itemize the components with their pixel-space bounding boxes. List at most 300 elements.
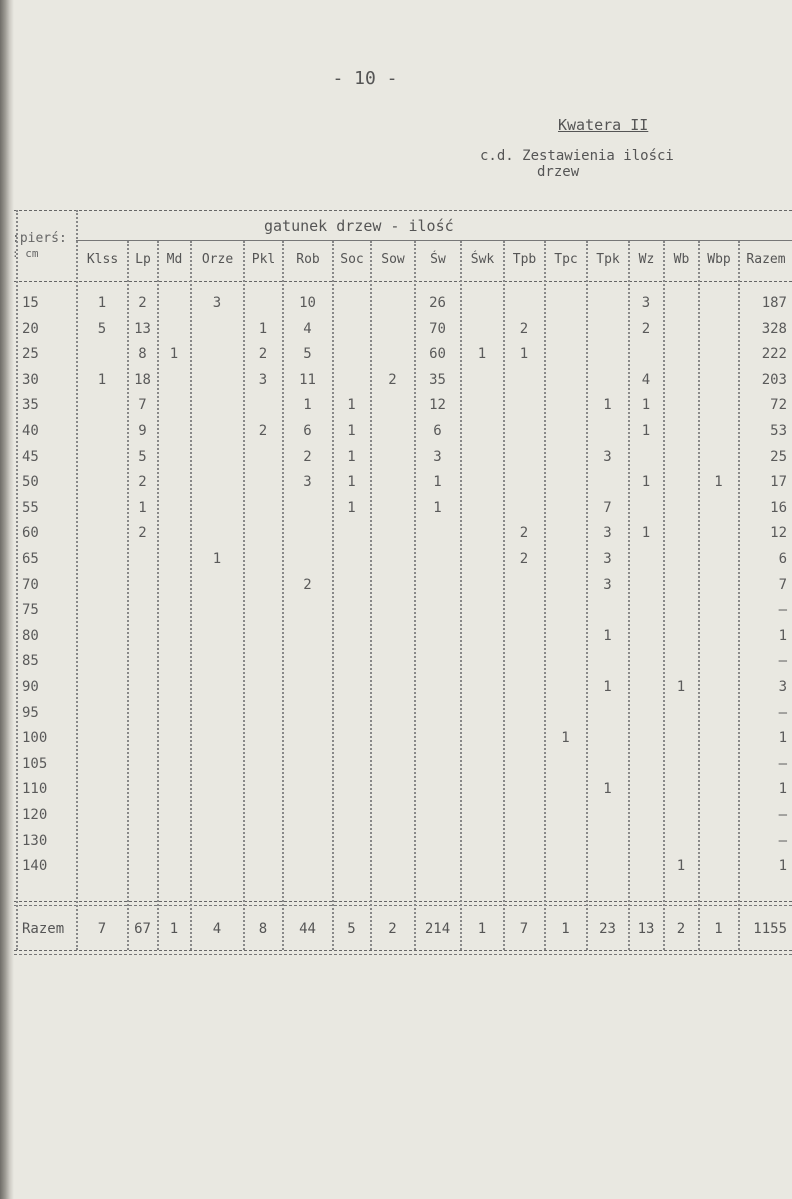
count-cell-sow — [373, 419, 412, 443]
count-cell-pkl — [246, 624, 280, 648]
count-cell-soc — [335, 701, 368, 725]
diameter-cell: 75 — [22, 602, 39, 618]
count-cell-md — [160, 829, 188, 853]
count-cell-lp: 1 — [138, 500, 147, 516]
count-cell-tpb — [506, 829, 542, 853]
count-cell-tpc — [547, 752, 584, 776]
count-cell-tpc — [547, 393, 584, 417]
count-cell-św — [417, 829, 458, 853]
count-cell-klss: 5 — [97, 321, 107, 337]
count-cell-klss — [79, 470, 125, 494]
count-cell-śwk: 1 — [477, 346, 487, 362]
diameter-cell: 120 — [22, 807, 48, 823]
total-cell-lp: 67 — [134, 921, 151, 937]
count-cell-tpb — [506, 675, 542, 699]
count-cell-orze — [193, 573, 241, 597]
count-cell-razem: – — [778, 807, 787, 823]
count-cell-klss — [79, 803, 125, 827]
table-row — [14, 649, 792, 673]
count-cell-orze — [193, 496, 241, 520]
count-cell-tpk — [589, 317, 626, 341]
count-cell-lp — [130, 649, 155, 673]
count-cell-tpc — [547, 777, 584, 801]
count-cell-pkl — [246, 726, 280, 750]
count-cell-tpc — [547, 829, 584, 853]
total-cell-klss: 7 — [97, 921, 107, 937]
count-cell-sow — [373, 649, 412, 673]
count-cell-wbp — [701, 368, 736, 392]
count-cell-rob: 10 — [299, 295, 316, 311]
count-cell-wb: 1 — [676, 858, 686, 874]
table-row — [14, 854, 792, 878]
count-cell-tpk — [589, 752, 626, 776]
count-cell-orze — [193, 445, 241, 469]
count-cell-tpb: 2 — [519, 551, 529, 567]
count-cell-św: 6 — [433, 423, 442, 439]
count-cell-wz — [631, 803, 661, 827]
count-cell-pkl — [246, 470, 280, 494]
count-cell-pkl — [246, 496, 280, 520]
tree-count-table — [14, 205, 792, 975]
page-binding-shadow — [0, 0, 14, 1199]
count-cell-md — [160, 649, 188, 673]
count-cell-wbp — [701, 547, 736, 571]
count-cell-pkl — [246, 675, 280, 699]
count-cell-sow — [373, 547, 412, 571]
total-cell-rob: 44 — [299, 921, 316, 937]
count-cell-tpb — [506, 470, 542, 494]
count-cell-śwk — [463, 624, 501, 648]
count-cell-razem: 25 — [770, 449, 787, 465]
table-row — [14, 547, 792, 571]
count-cell-soc — [335, 777, 368, 801]
diameter-cell: 70 — [22, 577, 39, 593]
total-cell-razem: 1155 — [753, 921, 787, 937]
count-cell-wz: 4 — [641, 372, 651, 388]
count-cell-sow — [373, 701, 412, 725]
total-cell-soc: 5 — [347, 921, 356, 937]
count-cell-orze — [193, 342, 241, 366]
count-cell-pkl — [246, 701, 280, 725]
count-cell-soc: 1 — [347, 397, 356, 413]
count-cell-md — [160, 624, 188, 648]
count-cell-tpb — [506, 649, 542, 673]
count-cell-orze — [193, 419, 241, 443]
count-cell-sow — [373, 829, 412, 853]
count-cell-orze — [193, 368, 241, 392]
count-cell-pkl — [246, 445, 280, 469]
count-cell-św — [417, 649, 458, 673]
count-cell-wz — [631, 777, 661, 801]
count-cell-wbp — [701, 752, 736, 776]
count-cell-razem: 72 — [770, 397, 787, 413]
count-cell-św — [417, 624, 458, 648]
diameter-header-unit: : cm — [12, 247, 39, 260]
count-cell-tpb — [506, 624, 542, 648]
count-cell-rob — [285, 649, 330, 673]
count-cell-pkl — [246, 854, 280, 878]
count-cell-pkl — [246, 291, 280, 315]
table-row — [14, 393, 792, 417]
table-row — [14, 470, 792, 494]
count-cell-św — [417, 598, 458, 622]
diameter-cell: 15 — [22, 295, 39, 311]
count-cell-tpk — [589, 701, 626, 725]
count-cell-tpk — [589, 829, 626, 853]
count-cell-tpc — [547, 317, 584, 341]
count-cell-orze — [193, 726, 241, 750]
count-cell-pkl — [246, 393, 280, 417]
count-cell-wbp — [701, 573, 736, 597]
count-cell-orze — [193, 649, 241, 673]
count-cell-wb — [666, 649, 696, 673]
count-cell-tpk: 3 — [603, 551, 612, 567]
table-row — [14, 317, 792, 341]
count-cell-klss: 1 — [97, 372, 107, 388]
count-cell-św: 35 — [429, 372, 446, 388]
count-cell-sow — [373, 317, 412, 341]
count-cell-tpk — [589, 368, 626, 392]
count-cell-klss — [79, 854, 125, 878]
count-cell-lp — [130, 726, 155, 750]
count-cell-wz — [631, 854, 661, 878]
count-cell-rob — [285, 598, 330, 622]
diameter-cell: 45 — [22, 449, 39, 465]
count-cell-sow — [373, 342, 412, 366]
count-cell-wbp — [701, 521, 736, 545]
count-cell-razem: – — [778, 705, 787, 721]
count-cell-lp — [130, 752, 155, 776]
count-cell-tpc — [547, 598, 584, 622]
count-cell-klss — [79, 521, 125, 545]
count-cell-wz: 3 — [641, 295, 651, 311]
count-cell-śwk — [463, 829, 501, 853]
count-cell-tpk: 1 — [603, 397, 612, 413]
count-cell-sow — [373, 624, 412, 648]
count-cell-lp: 7 — [138, 397, 147, 413]
count-cell-sow — [373, 393, 412, 417]
count-cell-wz — [631, 496, 661, 520]
count-cell-soc — [335, 317, 368, 341]
count-cell-śwk — [463, 521, 501, 545]
count-cell-razem: – — [778, 653, 787, 669]
count-cell-wz — [631, 445, 661, 469]
count-cell-tpb: 2 — [519, 321, 529, 337]
table-row — [14, 445, 792, 469]
diameter-cell: 20 — [22, 321, 39, 337]
count-cell-rob — [285, 675, 330, 699]
table-row — [14, 675, 792, 699]
count-cell-wz: 1 — [641, 397, 651, 413]
count-cell-orze — [193, 854, 241, 878]
count-cell-tpc — [547, 368, 584, 392]
count-cell-tpc — [547, 803, 584, 827]
count-cell-lp — [130, 777, 155, 801]
count-cell-md — [160, 547, 188, 571]
count-cell-sow — [373, 854, 412, 878]
column-header-wz: Wz — [638, 252, 655, 267]
section-title: Kwatera II — [558, 116, 649, 134]
count-cell-klss — [79, 342, 125, 366]
count-cell-wb — [666, 470, 696, 494]
body-bottom-rule-2 — [14, 905, 792, 906]
table-top-rule — [14, 210, 792, 211]
count-cell-tpb: 2 — [519, 525, 529, 541]
count-cell-klss — [79, 573, 125, 597]
count-cell-soc — [335, 598, 368, 622]
count-cell-wz — [631, 573, 661, 597]
column-header-razem: Razem — [746, 252, 786, 267]
count-cell-śwk — [463, 291, 501, 315]
count-cell-śwk — [463, 649, 501, 673]
count-cell-lp — [130, 854, 155, 878]
diameter-cell: 30 — [22, 372, 39, 388]
count-cell-wb — [666, 291, 696, 315]
count-cell-tpc — [547, 547, 584, 571]
count-cell-tpk: 3 — [603, 525, 612, 541]
count-cell-tpk — [589, 726, 626, 750]
diameter-cell: 40 — [22, 423, 39, 439]
diameter-cell: 80 — [22, 628, 39, 644]
count-cell-orze: 1 — [212, 551, 222, 567]
count-cell-orze — [193, 317, 241, 341]
count-cell-wb: 1 — [676, 679, 686, 695]
count-cell-wb — [666, 701, 696, 725]
count-cell-razem: 1 — [778, 858, 787, 874]
page-number: - 10 - — [332, 68, 398, 89]
count-cell-tpb — [506, 598, 542, 622]
count-cell-lp — [130, 701, 155, 725]
count-cell-orze — [193, 803, 241, 827]
diameter-cell: 105 — [22, 756, 48, 772]
count-cell-sow — [373, 521, 412, 545]
count-cell-wz — [631, 598, 661, 622]
count-cell-wb — [666, 573, 696, 597]
column-header-klss: Klss — [86, 252, 119, 267]
count-cell-razem: – — [778, 602, 787, 618]
table-row — [14, 291, 792, 315]
count-cell-sow: 2 — [388, 372, 397, 388]
document-subtitle — [480, 148, 740, 180]
count-cell-soc: 1 — [347, 423, 356, 439]
count-cell-tpk — [589, 470, 626, 494]
count-cell-orze — [193, 470, 241, 494]
count-cell-razem: 7 — [778, 577, 787, 593]
table-row — [14, 598, 792, 622]
count-cell-lp: 2 — [138, 474, 147, 490]
count-cell-soc — [335, 521, 368, 545]
count-cell-rob: 3 — [303, 474, 312, 490]
column-header-wbp: Wbp — [707, 252, 731, 267]
column-header-rob: Rob — [296, 252, 320, 267]
count-cell-rob: 1 — [303, 397, 312, 413]
count-cell-tpb — [506, 701, 542, 725]
count-cell-wb — [666, 803, 696, 827]
count-cell-tpb — [506, 445, 542, 469]
count-cell-klss — [79, 624, 125, 648]
count-cell-klss — [79, 701, 125, 725]
count-cell-tpc: 1 — [561, 730, 570, 746]
count-cell-razem: 203 — [761, 372, 787, 388]
count-cell-soc: 1 — [347, 500, 356, 516]
table-row — [14, 573, 792, 597]
count-cell-tpk: 1 — [603, 628, 612, 644]
count-cell-tpb: 1 — [519, 346, 529, 362]
count-cell-rob: 4 — [303, 321, 312, 337]
count-cell-tpc — [547, 496, 584, 520]
column-header-soc: Soc — [340, 252, 364, 267]
count-cell-wb — [666, 547, 696, 571]
count-cell-św: 1 — [433, 500, 442, 516]
table-row — [14, 496, 792, 520]
count-cell-klss — [79, 829, 125, 853]
count-cell-md — [160, 521, 188, 545]
count-cell-rob — [285, 777, 330, 801]
count-cell-tpb — [506, 291, 542, 315]
count-cell-wbp — [701, 803, 736, 827]
count-cell-śwk — [463, 777, 501, 801]
count-cell-śwk — [463, 803, 501, 827]
count-cell-orze — [193, 752, 241, 776]
count-cell-klss — [79, 598, 125, 622]
total-cell-śwk: 1 — [477, 921, 487, 937]
diameter-cell: 60 — [22, 525, 39, 541]
count-cell-tpk — [589, 854, 626, 878]
count-cell-tpb — [506, 419, 542, 443]
count-cell-wb — [666, 726, 696, 750]
count-cell-śwk — [463, 573, 501, 597]
count-cell-pkl: 1 — [258, 321, 268, 337]
count-cell-sow — [373, 675, 412, 699]
count-cell-md — [160, 470, 188, 494]
count-cell-wb — [666, 624, 696, 648]
count-cell-śwk — [463, 470, 501, 494]
count-cell-wb — [666, 368, 696, 392]
count-cell-orze — [193, 777, 241, 801]
total-cell-św: 214 — [424, 921, 451, 937]
total-cell-sow: 2 — [388, 921, 397, 937]
count-cell-tpk: 1 — [603, 781, 612, 797]
count-cell-pkl: 2 — [258, 423, 268, 439]
count-cell-wbp — [701, 342, 736, 366]
table-row — [14, 419, 792, 443]
count-cell-klss — [79, 752, 125, 776]
count-cell-razem: 6 — [778, 551, 787, 567]
total-cell-orze: 4 — [212, 921, 222, 937]
count-cell-orze — [193, 701, 241, 725]
count-cell-śwk — [463, 445, 501, 469]
count-cell-tpc — [547, 701, 584, 725]
count-cell-wz — [631, 675, 661, 699]
count-cell-lp — [130, 573, 155, 597]
count-cell-wz: 1 — [641, 474, 651, 490]
count-cell-klss — [79, 547, 125, 571]
table-row — [14, 803, 792, 827]
count-cell-św — [417, 675, 458, 699]
count-cell-sow — [373, 777, 412, 801]
count-cell-md — [160, 598, 188, 622]
count-cell-tpc — [547, 470, 584, 494]
total-cell-pkl: 8 — [258, 921, 268, 937]
table-row — [14, 752, 792, 776]
count-cell-św — [417, 777, 458, 801]
count-cell-wbp — [701, 726, 736, 750]
count-cell-soc — [335, 547, 368, 571]
count-cell-tpb — [506, 393, 542, 417]
count-cell-wbp — [701, 854, 736, 878]
count-cell-tpc — [547, 573, 584, 597]
count-cell-lp — [130, 598, 155, 622]
count-cell-razem: 1 — [778, 628, 787, 644]
count-cell-soc — [335, 291, 368, 315]
count-cell-rob — [285, 547, 330, 571]
count-cell-razem: 3 — [778, 679, 787, 695]
total-cell-tpc: 1 — [561, 921, 570, 937]
count-cell-lp — [130, 547, 155, 571]
count-cell-soc: 1 — [347, 449, 356, 465]
count-cell-soc — [335, 624, 368, 648]
count-cell-wbp — [701, 829, 736, 853]
count-cell-sow — [373, 726, 412, 750]
count-cell-śwk — [463, 317, 501, 341]
count-cell-rob — [285, 829, 330, 853]
count-cell-śwk — [463, 393, 501, 417]
count-cell-soc — [335, 803, 368, 827]
count-cell-śwk — [463, 726, 501, 750]
count-cell-śwk — [463, 598, 501, 622]
count-cell-św — [417, 547, 458, 571]
count-cell-tpc — [547, 624, 584, 648]
count-cell-tpk — [589, 598, 626, 622]
count-cell-św — [417, 726, 458, 750]
count-cell-tpc — [547, 419, 584, 443]
count-cell-tpk — [589, 419, 626, 443]
count-cell-wb — [666, 598, 696, 622]
count-cell-pkl — [246, 829, 280, 853]
count-cell-tpk: 7 — [603, 500, 612, 516]
table-row — [14, 829, 792, 853]
species-group-header: gatunek drzew - ilość — [264, 217, 454, 235]
count-cell-św — [417, 803, 458, 827]
table-row — [14, 701, 792, 725]
count-cell-wbp — [701, 496, 736, 520]
count-cell-rob — [285, 803, 330, 827]
count-cell-lp: 13 — [134, 321, 151, 337]
count-cell-rob: 2 — [303, 577, 312, 593]
count-cell-pkl — [246, 598, 280, 622]
body-bottom-rule-1 — [14, 901, 792, 902]
count-cell-wz — [631, 624, 661, 648]
count-cell-rob: 11 — [299, 372, 316, 388]
count-cell-tpk — [589, 291, 626, 315]
count-cell-wz — [631, 701, 661, 725]
count-cell-pkl — [246, 573, 280, 597]
total-cell-md: 1 — [169, 921, 179, 937]
count-cell-orze — [193, 829, 241, 853]
count-cell-md — [160, 317, 188, 341]
count-cell-soc — [335, 368, 368, 392]
count-cell-pkl — [246, 521, 280, 545]
total-cell-wb: 2 — [676, 921, 686, 937]
count-cell-św: 1 — [433, 474, 442, 490]
table-row — [14, 624, 792, 648]
count-cell-wb — [666, 521, 696, 545]
count-cell-pkl — [246, 649, 280, 673]
table-row — [14, 726, 792, 750]
count-cell-soc — [335, 573, 368, 597]
count-cell-md: 1 — [169, 346, 179, 362]
count-cell-wb — [666, 445, 696, 469]
